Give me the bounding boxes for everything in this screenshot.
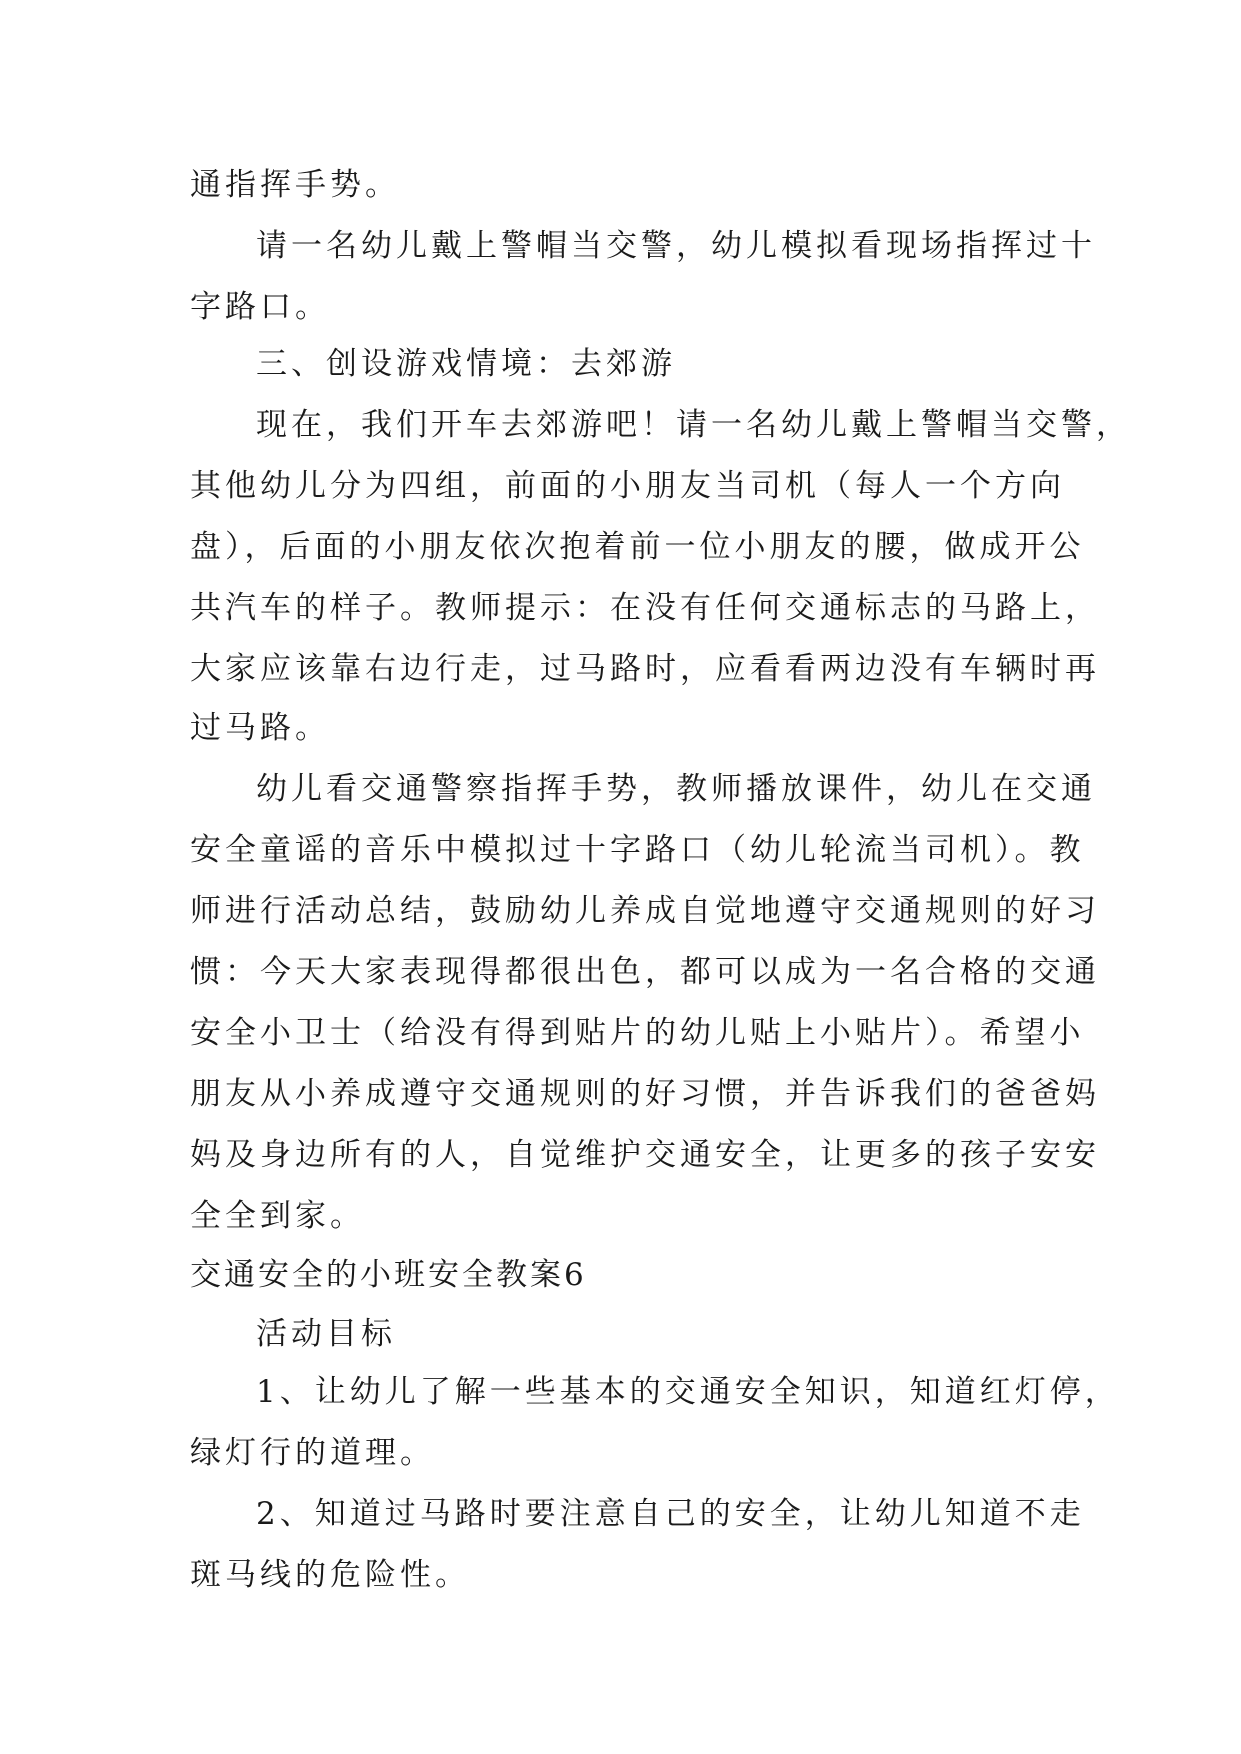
text-line: 安全童谣的音乐中模拟过十字路口（幼儿轮流当司机）。教 [190,832,1085,868]
text-line: 共汽车的样子。教师提示：在没有任何交通标志的马路上， [190,590,1100,626]
text-line: 绿灯行的道理。 [190,1435,435,1471]
text-line: 1、让幼儿了解一些基本的交通安全知识，知道红灯停， [256,1374,1120,1410]
text-line: 2、知道过马路时要注意自己的安全，让幼儿知道不走 [256,1496,1085,1532]
text-line: 字路口。 [190,289,330,325]
text-line: 幼儿看交通警察指挥手势，教师播放课件，幼儿在交通 [256,771,1096,807]
text-line: 师进行活动总结，鼓励幼儿养成自觉地遵守交通规则的好习 [190,893,1100,929]
text-line: 全全到家。 [190,1198,365,1234]
text-line: 安全小卫士（给没有得到贴片的幼儿贴上小贴片）。希望小 [190,1015,1085,1051]
text-line: 斑马线的危险性。 [190,1557,470,1593]
text-line: 妈及身边所有的人，自觉维护交通安全，让更多的孩子安安 [190,1137,1100,1173]
section-heading: 三、创设游戏情境：去郊游 [256,346,676,382]
text-line: 现在，我们开车去郊游吧！请一名幼儿戴上警帽当交警， [256,407,1131,443]
text-line: 朋友从小养成遵守交通规则的好习惯，并告诉我们的爸爸妈 [190,1076,1100,1112]
document-title: 交通安全的小班安全教案6 [190,1257,587,1293]
text-line: 大家应该靠右边行走，过马路时，应看看两边没有车辆时再 [190,651,1100,687]
section-heading: 活动目标 [256,1316,396,1352]
text-line: 过马路。 [190,710,330,746]
text-line: 其他幼儿分为四组，前面的小朋友当司机（每人一个方向 [190,468,1065,504]
text-line: 请一名幼儿戴上警帽当交警，幼儿模拟看现场指挥过十 [256,228,1096,264]
text-line: 通指挥手势。 [190,167,400,203]
text-line: 盘），后面的小朋友依次抱着前一位小朋友的腰，做成开公 [190,529,1085,565]
text-line: 惯：今天大家表现得都很出色，都可以成为一名合格的交通 [190,954,1100,990]
